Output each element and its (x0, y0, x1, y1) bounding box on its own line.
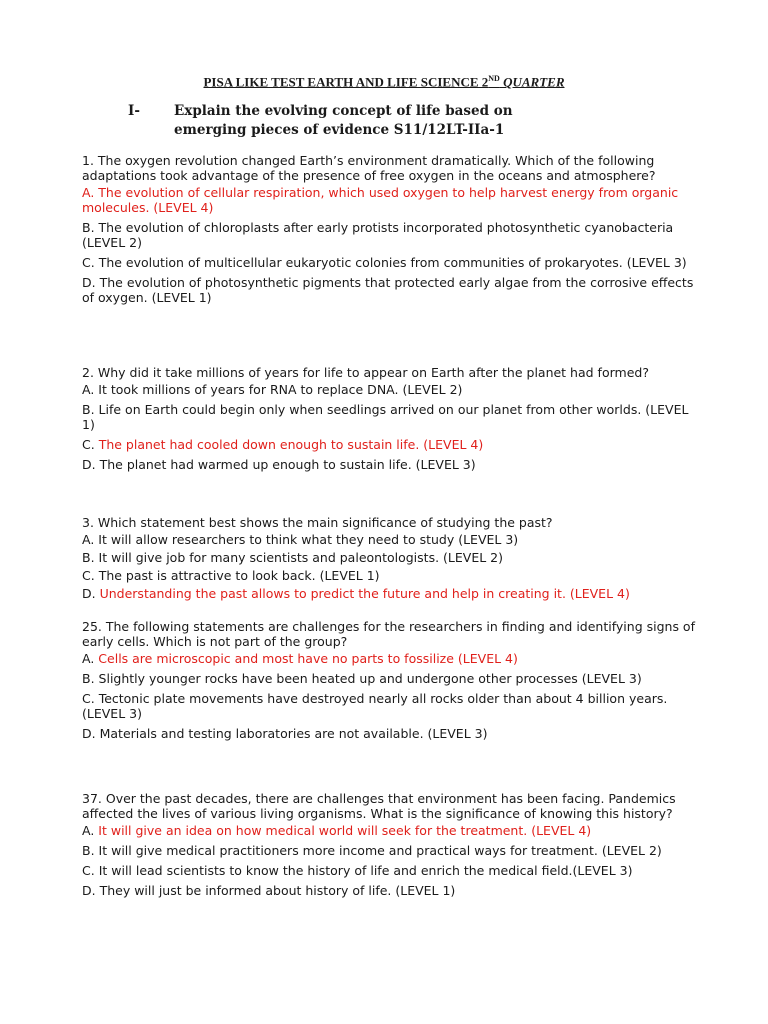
option-text: The evolution of cellular respiration, which used oxygen to help harvest energy from organic molecules. (LEVEL 4) (82, 185, 679, 215)
option-letter: C. (82, 691, 95, 706)
question-25 (82, 619, 702, 746)
option-text: The evolution of multicellular eukaryotic colonies from communities of prokaryotes. (LEVEL 3) (98, 255, 687, 270)
option-text: Cells are microscopic and most have no parts to fossilize (LEVEL 4) (98, 651, 518, 666)
option-c (82, 437, 702, 452)
option-a (82, 651, 702, 666)
option-letter: A. (82, 382, 95, 397)
option-text: The past is attractive to look back. (LEVEL 1) (98, 568, 380, 583)
option-d (82, 275, 702, 305)
option-text: Slightly younger rocks have been heated up and undergone other processes (LEVEL 3) (98, 671, 642, 686)
question-stem: 25. The following statements are challenges for the researchers in finding and identifying signs of early cells. Which is not part of the group? (82, 619, 695, 649)
option-letter: A. (82, 823, 95, 838)
option-letter: D. (82, 726, 96, 741)
option-text: They will just be informed about history of life. (LEVEL 1) (99, 883, 456, 898)
question-3 (82, 515, 702, 606)
option-letter: B. (82, 671, 95, 686)
option-text: It will give medical practitioners more income and practical ways for treatment. (LEVEL 2) (98, 843, 662, 858)
option-b (82, 220, 702, 250)
option-text: The evolution of photosynthetic pigments that protected early algae from the corrosive effects of oxygen. (LEVEL 1) (82, 275, 694, 305)
option-letter: C. (82, 255, 95, 270)
option-text: Materials and testing laboratories are not available. (LEVEL 3) (99, 726, 488, 741)
option-text: It will allow researchers to think what they need to study (LEVEL 3) (98, 532, 519, 547)
option-text: The planet had warmed up enough to sustain life. (LEVEL 3) (99, 457, 476, 472)
question-1 (82, 153, 702, 310)
option-c (82, 691, 702, 721)
option-letter: B. (82, 550, 95, 565)
option-b (82, 843, 702, 858)
option-letter: D. (82, 275, 96, 290)
option-text: The evolution of chloroplasts after early protists incorporated photosynthetic cyanobacteria (LEVEL 2) (82, 220, 674, 250)
option-text: It will give job for many scientists and paleontologists. (LEVEL 2) (98, 550, 503, 565)
page-title (0, 71, 768, 89)
option-text: It will give an idea on how medical world will seek for the treatment. (LEVEL 4) (98, 823, 592, 838)
option-d (82, 457, 702, 472)
option-letter: C. (82, 863, 95, 878)
option-a (82, 532, 702, 547)
option-text: It will lead scientists to know the history of life and enrich the medical field.(LEVEL 3) (98, 863, 633, 878)
title-superscript: ND (488, 74, 500, 83)
objective-number: I- (128, 103, 140, 119)
learning-objective (128, 102, 513, 140)
option-b (82, 671, 702, 686)
option-letter: D. (82, 586, 96, 601)
option-text: It took millions of years for RNA to replace DNA. (LEVEL 2) (98, 382, 463, 397)
option-a (82, 185, 702, 215)
option-letter: C. (82, 568, 95, 583)
option-b (82, 402, 702, 432)
option-letter: A. (82, 185, 95, 200)
option-letter: B. (82, 402, 95, 417)
question-stem: 3. Which statement best shows the main significance of studying the past? (82, 515, 553, 530)
question-stem: 1. The oxygen revolution changed Earth’s environment dramatically. Which of the following adaptations took advantage of the presence of free oxygen in the oceans and atmosphere? (82, 153, 656, 183)
option-d (82, 726, 702, 741)
question-stem: 2. Why did it take millions of years for life to appear on Earth after the planet had formed? (82, 365, 649, 380)
option-b (82, 550, 702, 565)
option-c (82, 568, 702, 583)
option-letter: D. (82, 457, 96, 472)
option-c (82, 255, 702, 270)
option-text: Tectonic plate movements have destroyed nearly all rocks older than about 4 billion years. (LEVEL 3) (82, 691, 668, 721)
option-text: The planet had cooled down enough to sustain life. (LEVEL 4) (98, 437, 484, 452)
option-a (82, 382, 702, 397)
option-letter: D. (82, 883, 96, 898)
option-letter: C. (82, 437, 95, 452)
option-c (82, 863, 702, 878)
option-a (82, 823, 702, 838)
objective-text: Explain the evolving concept of life based on emerging pieces of evidence S11/12LT-IIa-1 (174, 103, 513, 138)
option-letter: A. (82, 532, 95, 547)
question-37 (82, 791, 702, 903)
option-letter: B. (82, 843, 95, 858)
question-2 (82, 365, 702, 477)
title-main: PISA LIKE TEST EARTH AND LIFE SCIENCE 2 (203, 74, 489, 90)
option-text: Life on Earth could begin only when seedlings arrived on our planet from other worlds. (LEVEL 1) (82, 402, 689, 432)
option-text: Understanding the past allows to predict the future and help in creating it. (LEVEL 4) (99, 586, 630, 601)
question-stem: 37. Over the past decades, there are challenges that environment has been facing. Pandemics affected the lives of various living organisms. What is the significance of knowing this history? (82, 791, 676, 821)
option-letter: B. (82, 220, 95, 235)
option-d (82, 586, 702, 601)
option-letter: A. (82, 651, 95, 666)
option-d (82, 883, 702, 898)
title-tail: QUARTER (499, 74, 565, 90)
